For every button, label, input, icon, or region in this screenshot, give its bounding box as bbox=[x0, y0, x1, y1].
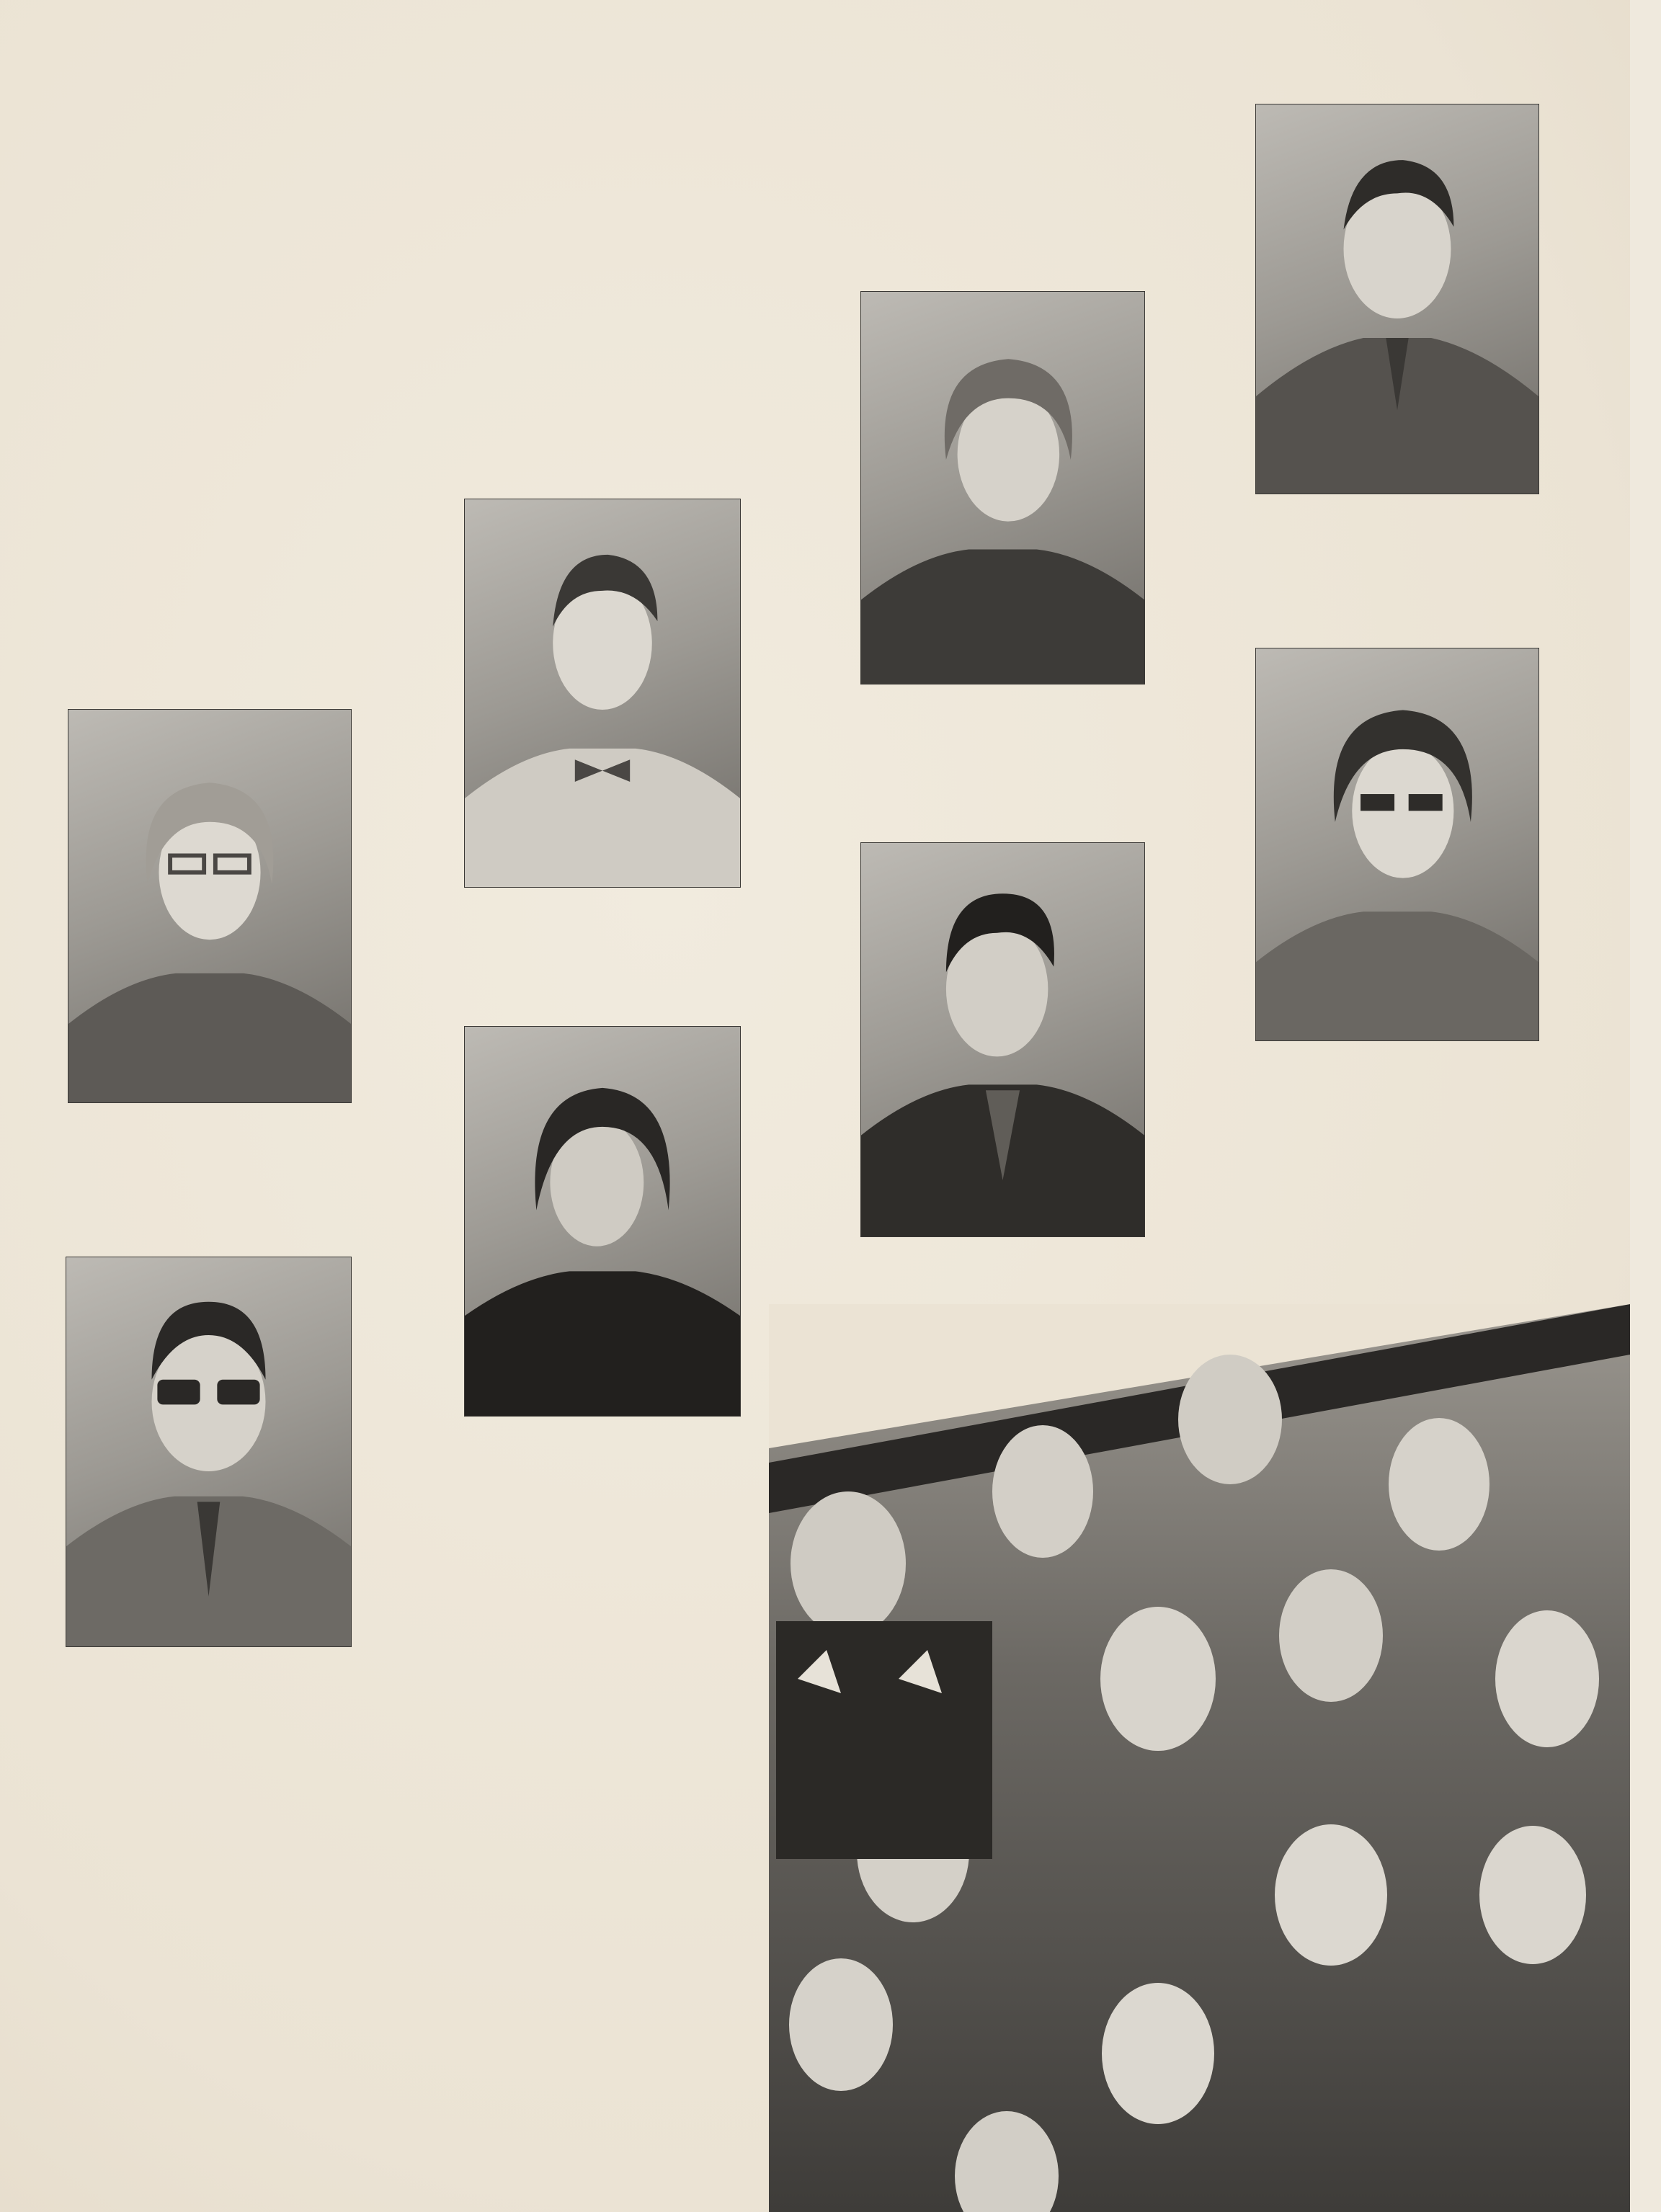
portrait-silhouette bbox=[861, 843, 1144, 1236]
group-photo-figures bbox=[769, 1304, 1630, 2212]
portrait-gene-westerhaus bbox=[66, 1257, 351, 1646]
portrait-norma-mock bbox=[68, 710, 351, 1102]
portrait-mary-helen-robinson bbox=[1256, 648, 1538, 1040]
portrait-silhouette bbox=[861, 292, 1144, 684]
portrait-adrian-mccutchen bbox=[1256, 104, 1538, 494]
portrait-silhouette bbox=[66, 1257, 351, 1646]
portrait-pat-calvin bbox=[465, 1027, 740, 1416]
portrait-nelson-bachus bbox=[465, 499, 740, 887]
portrait-dorothy-hefling bbox=[861, 292, 1144, 684]
spiral-binding bbox=[1630, 0, 1661, 2212]
portrait-silhouette bbox=[68, 710, 351, 1102]
portrait-gene-fotopoulos bbox=[861, 843, 1144, 1236]
group-photo-students bbox=[769, 1304, 1630, 2212]
portrait-silhouette bbox=[465, 1027, 740, 1416]
portrait-silhouette bbox=[465, 499, 740, 887]
portrait-silhouette bbox=[1256, 648, 1538, 1040]
portrait-silhouette bbox=[1256, 104, 1538, 494]
